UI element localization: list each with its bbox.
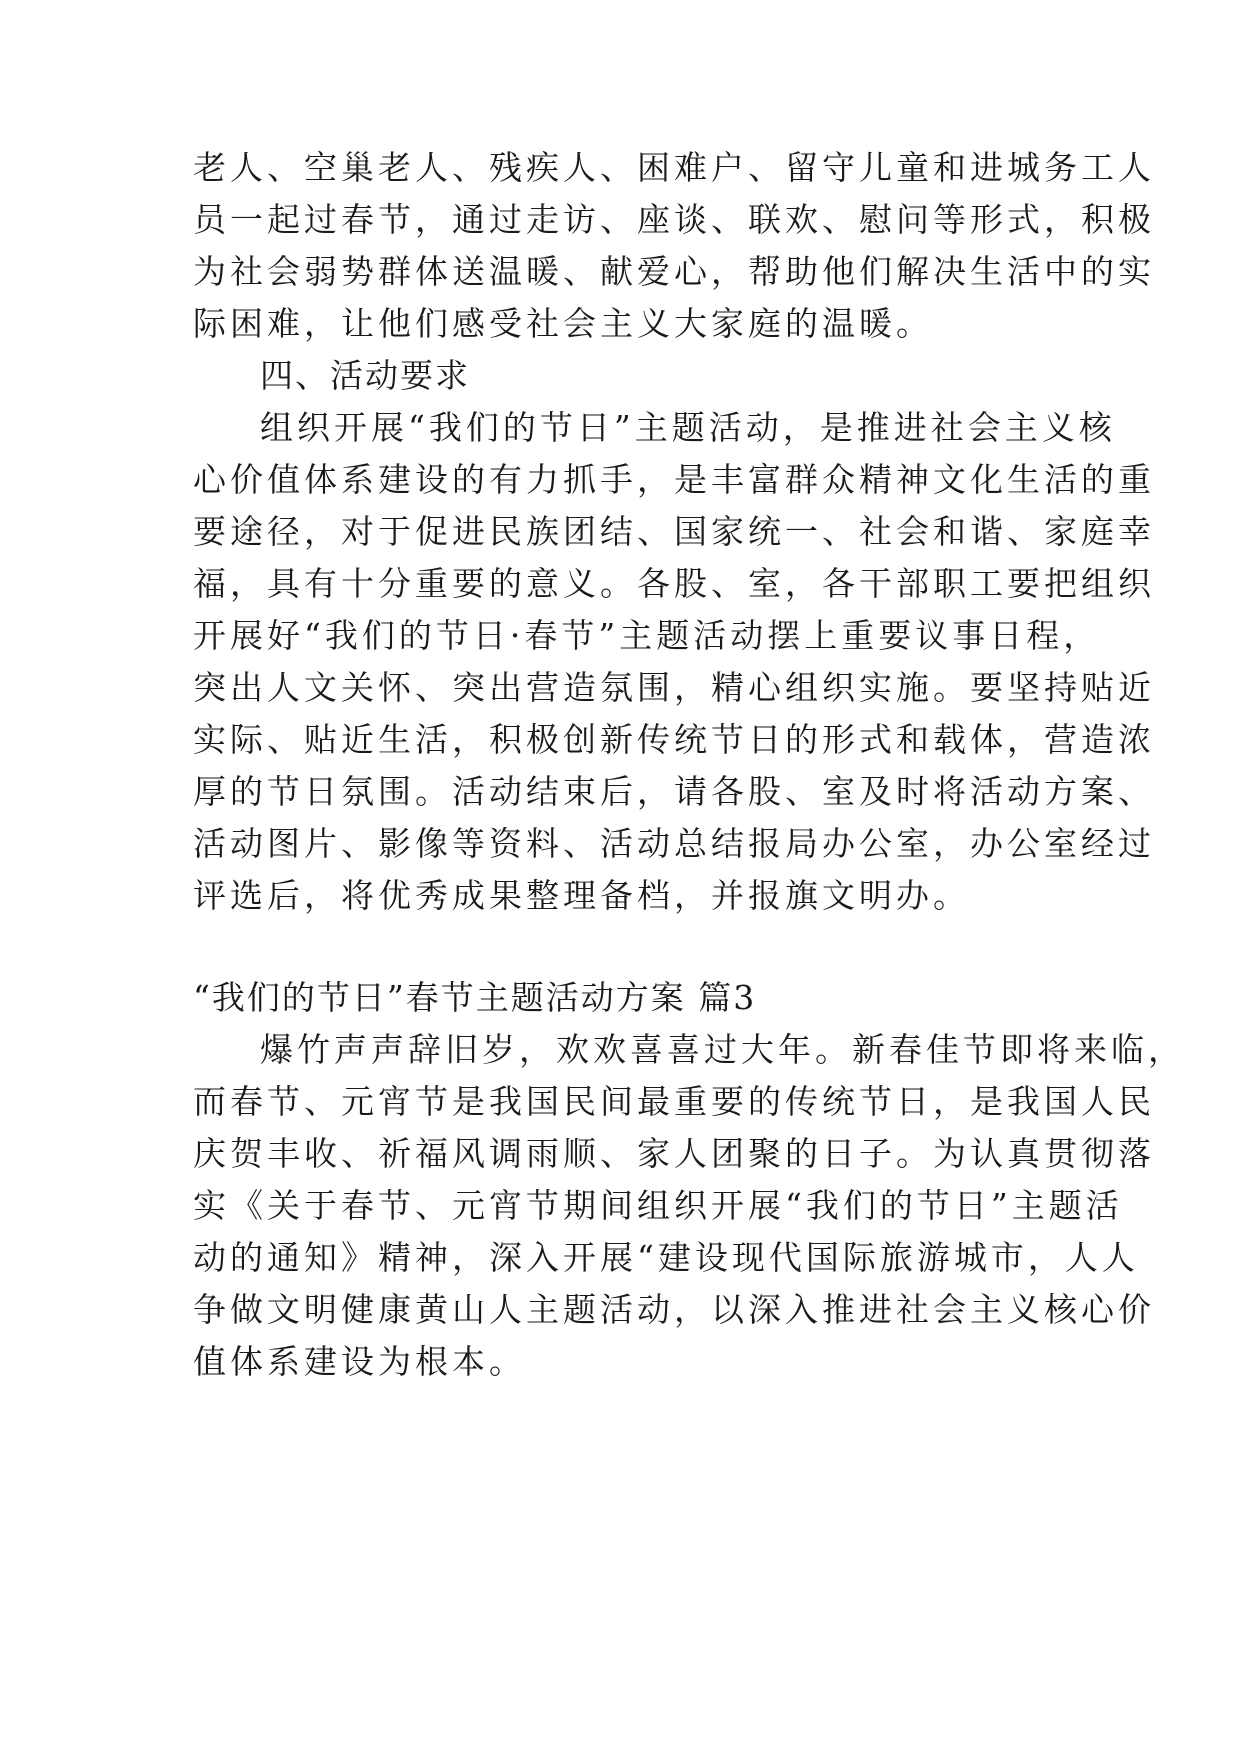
paragraph-line: 为社会弱势群体送温暖、献爱心，帮助他们解决生活中的实: [193, 252, 1155, 291]
paragraph-line: 厚的节日氛围。活动结束后，请各股、室及时将活动方案、: [193, 772, 1155, 811]
paragraph-line: 争做文明健康黄山人主题活动，以深入推进社会主义核心价: [193, 1290, 1155, 1329]
paragraph-line: 心价值体系建设的有力抓手，是丰富群众精神文化生活的重: [193, 460, 1155, 499]
paragraph-line: 而春节、元宵节是我国民间最重要的传统节日，是我国人民: [193, 1082, 1155, 1121]
paragraph-line: 实《关于春节、元宵节期间组织开展“我们的节日”主题活: [193, 1186, 1123, 1225]
paragraph-line: 员一起过春节，通过走访、座谈、联欢、慰问等形式，积极: [193, 200, 1155, 239]
paragraph-line: 实际、贴近生活，积极创新传统节日的形式和载体，营造浓: [193, 720, 1155, 759]
paragraph-line: 评选后，将优秀成果整理备档，并报旗文明办。: [193, 876, 970, 915]
paragraph-line: 际困难，让他们感受社会主义大家庭的温暖。: [193, 304, 933, 343]
article-title: “我们的节日”春节主题活动方案 篇3: [193, 978, 757, 1017]
paragraph-line: 活动图片、影像等资料、活动总结报局办公室，办公室经过: [193, 824, 1155, 863]
paragraph-line: 福，具有十分重要的意义。各股、室，各干部职工要把组织: [193, 564, 1155, 603]
section-heading: 四、活动要求: [260, 356, 470, 395]
paragraph-line: 要途径，对于促进民族团结、国家统一、社会和谐、家庭幸: [193, 512, 1155, 551]
paragraph-line: 开展好“我们的节日·春节”主题活动摆上重要议事日程，: [193, 616, 1101, 655]
paragraph-line: 爆竹声声辞旧岁，欢欢喜喜过大年。新春佳节即将来临，: [260, 1030, 1185, 1069]
paragraph-line: 庆贺丰收、祈福风调雨顺、家人团聚的日子。为认真贯彻落: [193, 1134, 1155, 1173]
paragraph-line: 突出人文关怀、突出营造氛围，精心组织实施。要坚持贴近: [193, 668, 1155, 707]
paragraph-line: 值体系建设为根本。: [193, 1342, 526, 1381]
paragraph-line: 老人、空巢老人、残疾人、困难户、留守儿童和进城务工人: [193, 148, 1155, 187]
paragraph-line: 动的通知》精神，深入开展“建设现代国际旅游城市，人人: [193, 1238, 1139, 1277]
paragraph-line: 组织开展“我们的节日”主题活动，是推进社会主义核: [260, 408, 1116, 447]
